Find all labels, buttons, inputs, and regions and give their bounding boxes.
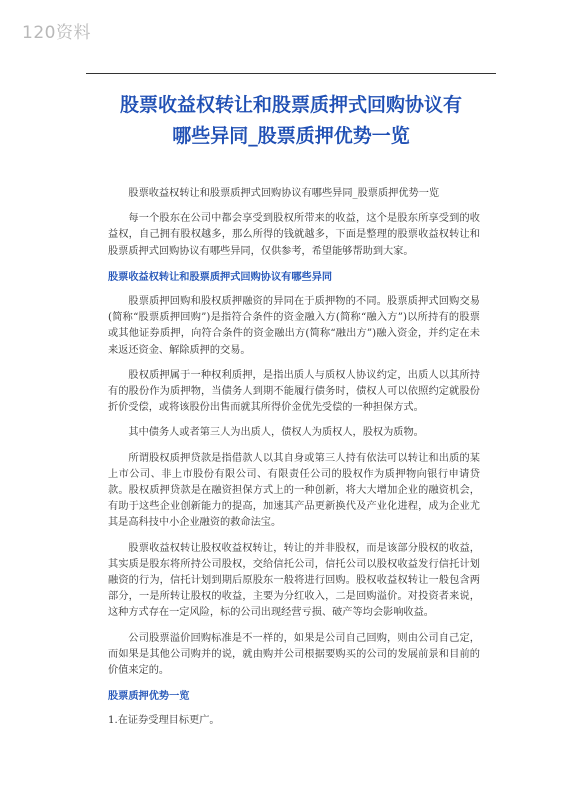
paragraph-5: 所谓股权质押贷款是指借款人以其自身或第三人持有依法可以转让和出质的某上市公司、非上市股份有限公司、有限责任公司的股权作为质押物向银行申请贷款。股权质押贷款是在融资担保方式上的一种创新，将大大增加企业的融资机会，有助于这些企业创新能力的提高，加速其产品更新换代及产业化进程，成为企业尤其是高科技中小企业融资的救命法宝。 (108, 452, 480, 529)
section-heading-1: 股票收益权转让和股票质押式回购协议有哪些异同 (108, 270, 333, 283)
paragraph-7: 公司股票溢价回购标准是不一样的，如果是公司自己回购，则由公司自己定，而如果是其他公司购并的说，就由购并公司根据要购买的公司的发展前景和目前的价值来定的。 (108, 632, 480, 677)
paragraph-2: 股票质押回购和股权质押融资的异同在于质押物的不同。股票质押式回购交易(简称“股票质押回购”)是指符合条件的资金融入方(简称“融入方”)以所持有的股票或其他证券质押，向符合条件的资金融出方(简称“融出方”)融入资金，并约定在未来返还资金、解除质押的交易。 (108, 296, 480, 356)
list-item-1: 1.在证券受理目标更广。 (108, 715, 220, 727)
intro-paragraph: 股票收益权转让和股票质押式回购协议有哪些异同_股票质押优势一览 (128, 188, 440, 199)
paragraph-4: 其中债务人或者第三人为出质人，债权人为质权人，股权为质物。 (128, 427, 424, 439)
watermark: 120资料 (22, 23, 91, 43)
section-heading-2: 股票质押优势一览 (108, 690, 190, 703)
document-title (86, 90, 496, 152)
document-body (108, 186, 480, 739)
header-rule (86, 73, 496, 74)
paragraph-3: 股权质押属于一种权利质押，是指出质人与质权人协议约定，出质人以其所持有的股份作为质押物，当债务人到期不能履行债务时，债权人可以依照约定就股份折价受偿，或将该股份出售而就其所得价金优先受偿的一种担保方式。 (108, 369, 480, 414)
paragraph-6: 股票收益权转让股权收益权转让，转让的并非股权，而是该部分股权的收益，其实质是股东将所持公司股权，交给信托公司，信托公司以股权收益发行信托计划融资的行为，信托计划到期后原股东一般将进行回购。股权收益权转让一般包含两部分，一是所转让股权的收益，主要为分红收入，二是回购溢价。对投资者来说，这种方式存在一定风险，标的公司出现经营亏损、破产等均会影响收益。 (108, 542, 480, 619)
title-line-1: 股票收益权转让和股票质押式回购协议有 (119, 94, 462, 116)
paragraph-1: 每一个股东在公司中都会享受到股权所带来的收益，这个是股东所享受到的收益权，自己拥有股权越多，那么所得的钱就越多，下面是整理的股票收益权转让和股票质押式回购协议有哪些异同，仅供参考，希望能够帮助到大家。 (108, 213, 480, 257)
title-line-2: 哪些异同_股票质押优势一览 (172, 125, 410, 147)
